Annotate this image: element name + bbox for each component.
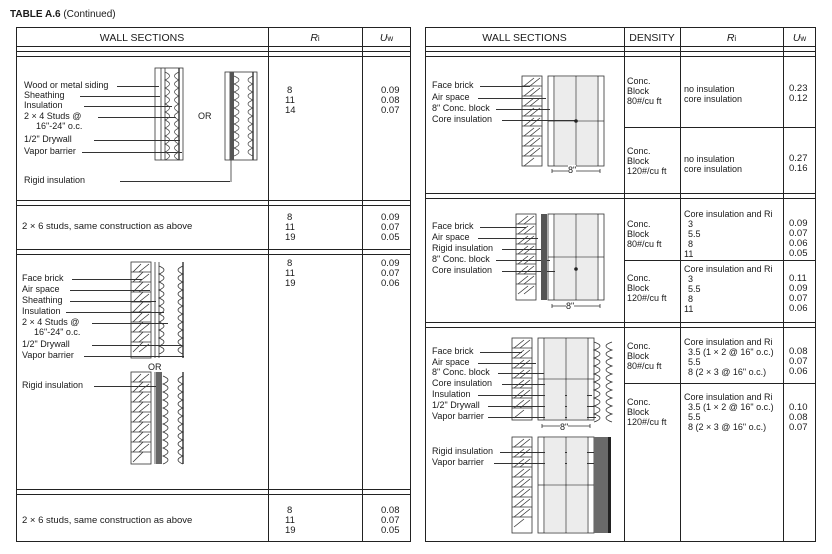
left-row2-u-2: 0.05	[381, 232, 400, 243]
right-row2-sub0-r-3: 8	[688, 239, 694, 249]
right-row2-sub1-u-2: 0.09	[789, 283, 808, 294]
left-row4-r-1: 11	[285, 515, 295, 526]
left-row-divider-2	[16, 249, 411, 250]
right-row2-sub1-r-1: 3	[688, 274, 694, 284]
right-row3-label-1: Air space	[432, 357, 470, 367]
right-row2-sub0-r-0: Core insulation and Ri	[684, 209, 773, 219]
right-row3-sub0-r-3: 8 (2 × 3 @ 16" o.c.)	[688, 367, 767, 377]
left-row3-r-0: 8	[287, 258, 293, 269]
right-row2-label-1: Air space	[432, 232, 470, 242]
right-header-rule	[425, 46, 816, 47]
right-row2-sub1-r-2: 5.5	[688, 284, 701, 294]
right-header-u: Uw	[792, 32, 807, 44]
right-row2-label-0: Face brick	[432, 221, 474, 231]
right-row2-dim: 8"	[566, 301, 575, 311]
left-row3-label-1: Air space	[22, 284, 60, 294]
table-title	[10, 9, 116, 20]
left-table	[16, 27, 411, 542]
brick-veneer-rigid-diagram	[131, 372, 187, 464]
left-row1-r-1: 11	[285, 95, 295, 106]
right-row3-sub1-density-2: 120#/cu ft	[627, 417, 667, 427]
left-row1-label-6: Vapor barrier	[24, 146, 76, 156]
left-row-divider-1	[16, 200, 411, 201]
left-col-divider-1	[268, 27, 269, 542]
right-row3-label-4: Insulation	[432, 389, 471, 399]
left-row3-label-0: Face brick	[22, 273, 64, 283]
right-row-divider-1	[425, 193, 816, 194]
right-row-divider-2b	[425, 327, 816, 328]
left-row3-label-5: 16"-24" o.c.	[34, 327, 81, 337]
left-row3-label-4: 2 × 4 Studs @	[22, 317, 80, 327]
right-row3-sub0-r-0: Core insulation and Ri	[684, 337, 773, 347]
left-row4-r-0: 8	[287, 505, 293, 516]
right-row3-sub0-r-1: 3.5 (1 × 2 @ 16" o.c.)	[688, 347, 774, 357]
right-row3-label-0: Face brick	[432, 346, 474, 356]
right-row1-sub0-density-1: Block	[627, 86, 650, 96]
right-row3-label2-0: Rigid insulation	[432, 446, 494, 456]
left-row1-label-5: 1/2" Drywall	[24, 134, 72, 144]
right-row3-sub0-r-2: 5.5	[688, 357, 701, 367]
right-sub-divider-1	[624, 127, 816, 128]
right-row1-sub0-r-1: core insulation	[684, 94, 743, 104]
right-col-divider-3	[783, 27, 784, 542]
left-row3-label-3: Insulation	[22, 306, 61, 316]
right-row1-sub0-density-0: Conc.	[627, 76, 651, 86]
right-sub-divider-3	[624, 383, 816, 384]
leader	[80, 96, 160, 97]
right-row3-sub1-r-2: 5.5	[688, 412, 701, 422]
left-header-rule-3	[16, 56, 411, 57]
right-row1-dim: 8"	[568, 165, 577, 175]
right-row2-sub0-r-2: 5.5	[688, 229, 701, 239]
right-row2-sub1-r-0: Core insulation and Ri	[684, 264, 773, 274]
left-row3-u-1: 0.07	[381, 268, 400, 279]
left-row2-r-0: 8	[287, 212, 293, 223]
left-row2-u-0: 0.09	[381, 212, 400, 223]
left-row1-u-0: 0.09	[381, 85, 400, 96]
left-row-divider-3	[16, 489, 411, 490]
left-row-divider-1b	[16, 205, 411, 206]
right-row3-sub0-density-0: Conc.	[627, 341, 651, 351]
left-row1-r-0: 8	[287, 85, 293, 96]
brick-block-furred-wall-diagram	[512, 338, 618, 430]
right-row3-sub1-u-3: 0.07	[789, 422, 808, 433]
right-row1-sub1-u-0: 0.27	[789, 153, 808, 164]
left-header-rule-2	[16, 51, 411, 52]
right-sub-divider-2	[624, 260, 816, 261]
right-row1-sub1-r-0: no insulation	[684, 154, 735, 164]
left-row1-u-2: 0.07	[381, 105, 400, 116]
right-row3-sub0-density-1: Block	[627, 351, 650, 361]
left-row3-u-2: 0.06	[381, 278, 400, 289]
right-row2-sub1-density-1: Block	[627, 283, 650, 293]
right-row3-sub0-density-2: 80#/cu ft	[627, 361, 662, 371]
right-row3-label-2: 8" Conc. block	[432, 367, 490, 377]
right-row2-sub0-density-0: Conc.	[627, 219, 651, 229]
right-row1-sub1-u-1: 0.16	[789, 163, 808, 174]
right-row3-sub0-u-1: 0.08	[789, 346, 808, 357]
right-row1-sub0-density-2: 80#/cu ft	[627, 96, 662, 106]
right-row3-label-5: 1/2" Drywall	[432, 400, 480, 410]
right-header-rule-3	[425, 56, 816, 57]
left-row2-r-2: 19	[285, 232, 296, 243]
right-row3-sub1-u-2: 0.08	[789, 412, 808, 423]
right-row3-sub1-u-1: 0.10	[789, 402, 808, 413]
left-header-rule	[16, 46, 411, 47]
left-header-u: Uw	[379, 32, 394, 44]
left-row3-rigid: Rigid insulation	[22, 380, 84, 390]
right-row2-sub1-u-4: 0.06	[789, 303, 808, 314]
left-row3-u-0: 0.09	[381, 258, 400, 269]
right-row2-sub1-u-1: 0.11	[789, 273, 807, 284]
left-row3-label-7: Vapor barrier	[22, 350, 74, 360]
right-row1-label-2: 8" Conc. block	[432, 103, 490, 113]
right-row2-sub0-u-1: 0.09	[789, 218, 808, 229]
left-row4-u-1: 0.07	[381, 515, 400, 526]
left-row3-label-6: 1/2" Drywall	[22, 339, 70, 349]
left-header-r: Ri	[310, 32, 320, 44]
right-row2-sub0-r-1: 3	[688, 219, 694, 229]
left-row1-label-3: 2 × 4 Studs @	[24, 111, 82, 121]
right-row2-sub1-r-4: 11	[684, 304, 694, 314]
right-row3-label-6: Vapor barrier	[432, 411, 484, 421]
right-row1-label-0: Face brick	[432, 80, 474, 90]
right-row1-label-1: Air space	[432, 92, 470, 102]
right-row2-sub0-density-2: 80#/cu ft	[627, 239, 662, 249]
left-row1-u-1: 0.08	[381, 95, 400, 106]
right-row-divider-2	[425, 322, 816, 323]
right-header-r: Ri	[726, 32, 737, 44]
right-row2-sub1-r-3: 8	[688, 294, 694, 304]
right-row3-sub1-density-1: Block	[627, 407, 650, 417]
table-label: TABLE A.6	[10, 9, 61, 20]
left-row2-r-1: 11	[285, 222, 295, 233]
right-row3-sub0-u-3: 0.06	[789, 366, 808, 377]
wood-frame-wall-diagram	[155, 68, 185, 160]
right-row3-sub1-r-3: 8 (2 × 3 @ 16" o.c.)	[688, 422, 767, 432]
right-row3-label2-1: Vapor barrier	[432, 457, 484, 467]
left-row1-rigid: Rigid insulation	[24, 175, 86, 185]
right-row2-sub0-u-2: 0.07	[789, 228, 808, 239]
right-row1-sub0-r-0: no insulation	[684, 84, 735, 94]
right-col-divider-2	[680, 27, 681, 542]
right-row2-label-4: Core insulation	[432, 265, 493, 275]
table-note: (Continued)	[63, 9, 116, 20]
right-row1-sub1-density-2: 120#/cu ft	[627, 166, 667, 176]
right-row2-sub1-density-0: Conc.	[627, 273, 651, 283]
right-header-density: DENSITY	[629, 32, 675, 44]
left-row4-text: 2 × 6 studs, same construction as above	[22, 515, 193, 526]
left-row3-or: OR	[148, 362, 162, 372]
brick-block-wall-diagram-1	[522, 76, 608, 176]
left-row1-label-2: Insulation	[24, 100, 63, 110]
left-row4-r-2: 19	[285, 525, 296, 536]
right-header-rule-2	[425, 51, 816, 52]
right-row1-sub1-r-1: core insulation	[684, 164, 743, 174]
left-row3-label-2: Sheathing	[22, 295, 63, 305]
brick-block-rigid-wall-diagram	[512, 437, 612, 537]
right-row3-dim: 8"	[560, 422, 569, 432]
left-row2-text: 2 × 6 studs, same construction as above	[22, 221, 193, 232]
right-row3-sub1-r-0: Core insulation and Ri	[684, 392, 773, 402]
left-row1-r-2: 14	[285, 105, 296, 116]
brick-block-wall-diagram-2	[516, 214, 608, 314]
right-row3-sub1-r-1: 3.5 (1 × 2 @ 16" o.c.)	[688, 402, 774, 412]
left-row4-u-2: 0.05	[381, 525, 400, 536]
left-row1-label-0: Wood or metal siding	[24, 80, 109, 90]
leader	[117, 86, 159, 87]
left-row3-r-1: 11	[285, 268, 295, 279]
left-row1-label-1: Sheathing	[24, 90, 65, 100]
right-row2-sub0-density-1: Block	[627, 229, 650, 239]
left-row1-label-4: 16"-24" o.c.	[36, 121, 83, 131]
left-row1-or: OR	[198, 111, 212, 121]
right-row3-sub1-density-0: Conc.	[627, 397, 651, 407]
right-row1-sub0-u-0: 0.23	[789, 83, 808, 94]
left-row3-r-2: 19	[285, 278, 296, 289]
left-header-wall: WALL SECTIONS	[99, 32, 185, 44]
right-row2-sub1-u-3: 0.07	[789, 293, 808, 304]
wood-frame-rigid-diagram	[225, 72, 259, 164]
right-row1-sub1-density-1: Block	[627, 156, 650, 166]
left-col-divider-2	[362, 27, 363, 542]
right-col-divider-1	[624, 27, 625, 542]
right-row1-label-3: Core insulation	[432, 114, 493, 124]
right-row3-label-3: Core insulation	[432, 378, 493, 388]
right-row2-label-3: 8" Conc. block	[432, 254, 490, 264]
right-row2-sub0-u-3: 0.06	[789, 238, 808, 249]
right-row2-label-2: Rigid insulation	[432, 243, 494, 253]
right-row2-sub0-r-4: 11	[684, 249, 694, 259]
right-row-divider-1b	[425, 198, 816, 199]
right-row1-sub0-u-1: 0.12	[789, 93, 808, 104]
right-row2-sub1-density-2: 120#/cu ft	[627, 293, 667, 303]
right-header-wall: WALL SECTIONS	[482, 32, 567, 44]
right-row3-sub0-u-2: 0.07	[789, 356, 808, 367]
right-row1-sub1-density-0: Conc.	[627, 146, 651, 156]
left-row-divider-2b	[16, 254, 411, 255]
leader	[120, 181, 230, 182]
left-row2-u-1: 0.07	[381, 222, 400, 233]
left-row-divider-3b	[16, 494, 411, 495]
brick-veneer-wall-diagram	[131, 262, 187, 358]
right-row2-sub0-u-4: 0.05	[789, 248, 808, 259]
left-row4-u-0: 0.08	[381, 505, 400, 516]
